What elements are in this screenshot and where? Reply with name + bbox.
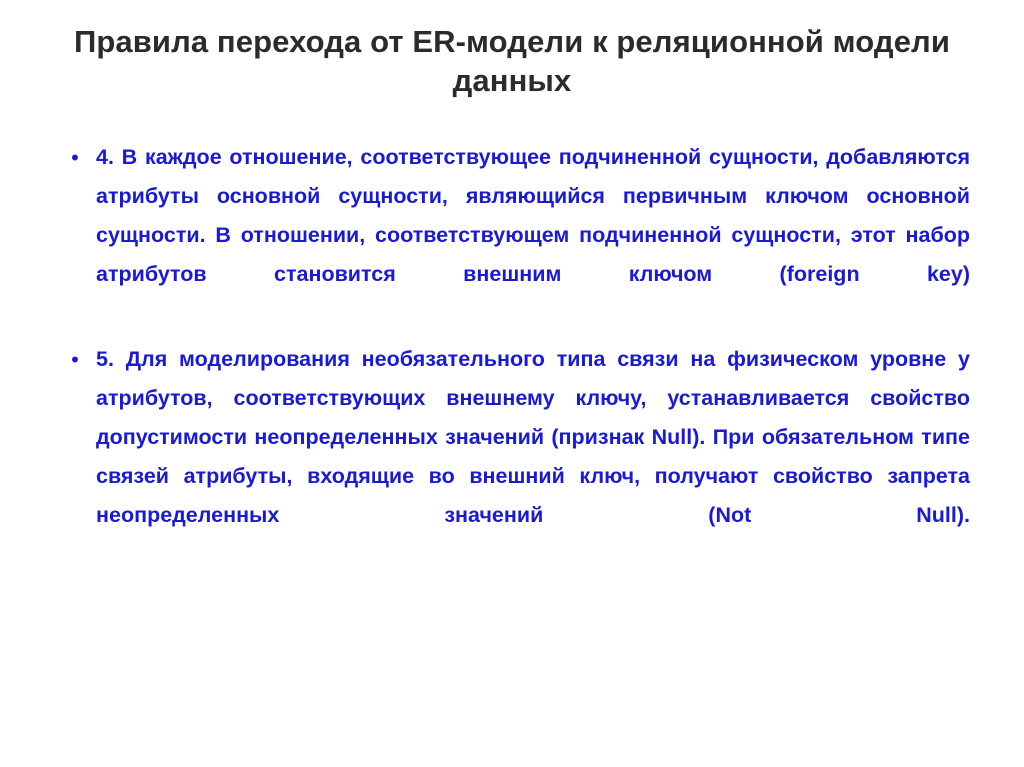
page-title: Правила перехода от ER-модели к реляционной модели данных (74, 24, 950, 99)
bullet-marker-icon: • (71, 145, 79, 170)
list-item (54, 340, 970, 575)
list-item (54, 138, 970, 334)
list-item-text: 4. В каждое отношение, соответствующее подчиненной сущности, добавляются атрибуты основной сущности, являющийся первичным ключом основной сущности. В отношении, соответствующем подчиненной сущности, этот набор атрибутов становится внешним ключом (foreign key) (96, 145, 970, 287)
bullet-list (54, 138, 970, 580)
bullet-marker-icon: • (71, 346, 79, 372)
list-item-text: 5. Для моделирования необязательного типа связи на физическом уровне у атрибутов, соответствующих внешнему ключу, устанавливается свойство допустимости неопределенных значений (признак Null). При обязательном типе связей атрибуты, входящие во внешний ключ, получают свойство запрета неопределенных значений (Not Null). (96, 346, 970, 528)
